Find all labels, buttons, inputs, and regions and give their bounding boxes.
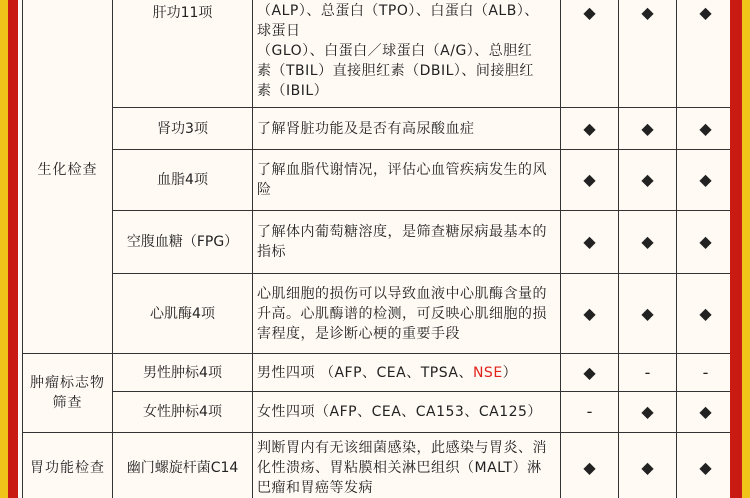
package-mark: - (619, 354, 677, 392)
description-text: 心肌细胞的损伤可以导致血液中心肌酶含量的升高。心肌酶谱的检测，可反映心肌细胞的损害程度，是诊断心梗的重要手段 (257, 285, 547, 342)
description-line: 素（IBIL） (257, 83, 329, 99)
package-mark: ◆ (677, 211, 731, 274)
right-border-stripe (742, 0, 750, 498)
description-cell (253, 150, 561, 211)
left-border-stripe (0, 0, 8, 498)
package-mark: ◆ (677, 150, 731, 211)
item-name: 女性肿标4项 (143, 404, 222, 420)
description-cell (253, 0, 561, 108)
item-cell (113, 274, 253, 354)
table-row (23, 433, 731, 498)
description-highlight: NSE (472, 364, 503, 381)
description-line: （ALP）、总蛋白（TPO）、白蛋白（ALB）、 (257, 3, 539, 19)
table-row (23, 0, 731, 108)
description-line: 素（TBIL）直接胆红素（DBIL）、间接胆红 (257, 63, 534, 79)
package-mark: ◆ (561, 108, 619, 150)
description-text: 了解体内葡萄糖溶度，是筛查糖尿病最基本的指标 (257, 224, 547, 260)
table-row (23, 274, 731, 354)
package-mark: ◆ (677, 108, 731, 150)
item-name: 心肌酶4项 (150, 305, 215, 322)
description-text: 男性四项 （AFP、CEA、TPSA、 (257, 364, 473, 381)
item-name: 血脂4项 (157, 172, 208, 188)
description-text: 了解血脂代谢情况，评估心血管疾病发生的风险 (257, 162, 547, 198)
category-cell (23, 354, 113, 433)
item-cell (113, 211, 253, 274)
package-mark: ◆ (619, 108, 677, 150)
item-cell (113, 150, 253, 211)
description-text: 女性四项（AFP、CEA、CA153、CA125） (257, 404, 542, 420)
package-mark: ◆ (677, 433, 731, 498)
item-cell (113, 108, 253, 150)
description-line: （GLO）、白蛋白／球蛋白（A/G）、总胆红 (257, 43, 533, 59)
package-mark: ◆ (619, 0, 677, 108)
package-mark: ◆ (619, 433, 677, 498)
category-label: 生化检查 (37, 162, 98, 178)
description-cell (253, 433, 561, 498)
package-mark: ◆ (619, 392, 677, 433)
item-cell (113, 0, 253, 108)
checkup-table-sheet (18, 0, 730, 498)
item-name: 幽门螺旋杆菌C14 (126, 459, 239, 476)
package-mark: ◆ (619, 211, 677, 274)
description-cell (253, 392, 561, 433)
description-text: ） (502, 364, 518, 381)
table-row (23, 150, 731, 211)
table-row (23, 392, 731, 433)
package-mark: ◆ (677, 0, 731, 108)
description-line: 球蛋日 (257, 23, 301, 39)
item-cell (113, 433, 253, 498)
category-label: 肿瘤标志物筛查 (30, 375, 105, 411)
package-mark: ◆ (561, 211, 619, 274)
package-mark: ◆ (561, 150, 619, 211)
item-name: 肝功11项 (152, 5, 213, 21)
item-cell (113, 392, 253, 433)
description-cell (253, 274, 561, 354)
package-mark: ◆ (619, 150, 677, 211)
package-mark: ◆ (561, 433, 619, 498)
package-mark: ◆ (561, 274, 619, 354)
description-text: 了解肾脏功能及是否有高尿酸血症 (257, 120, 475, 137)
item-name: 空腹血糖（FPG） (126, 234, 239, 250)
category-cell (23, 433, 113, 498)
description-text: 判断胃内有无该细菌感染，此感染与胃炎、消化性溃疡、胃粘膜相关淋巴组织（MALT）淋巴瘤和胃癌等发病 (257, 439, 547, 496)
item-cell (113, 354, 253, 392)
package-mark: - (561, 392, 619, 433)
package-mark: ◆ (561, 354, 619, 392)
package-mark: ◆ (677, 392, 731, 433)
package-mark: ◆ (677, 274, 731, 354)
description-cell (253, 354, 561, 392)
category-label: 胃功能检查 (30, 459, 105, 476)
table-row (23, 354, 731, 392)
checkup-package-table (22, 0, 730, 498)
package-mark: - (677, 354, 731, 392)
description-cell (253, 108, 561, 150)
category-cell (23, 0, 113, 354)
table-row (23, 211, 731, 274)
package-mark: ◆ (619, 274, 677, 354)
item-name: 男性肿标4项 (143, 364, 222, 381)
item-name: 肾功3项 (157, 120, 208, 137)
package-mark: ◆ (561, 0, 619, 108)
description-cell (253, 211, 561, 274)
table-row (23, 108, 731, 150)
